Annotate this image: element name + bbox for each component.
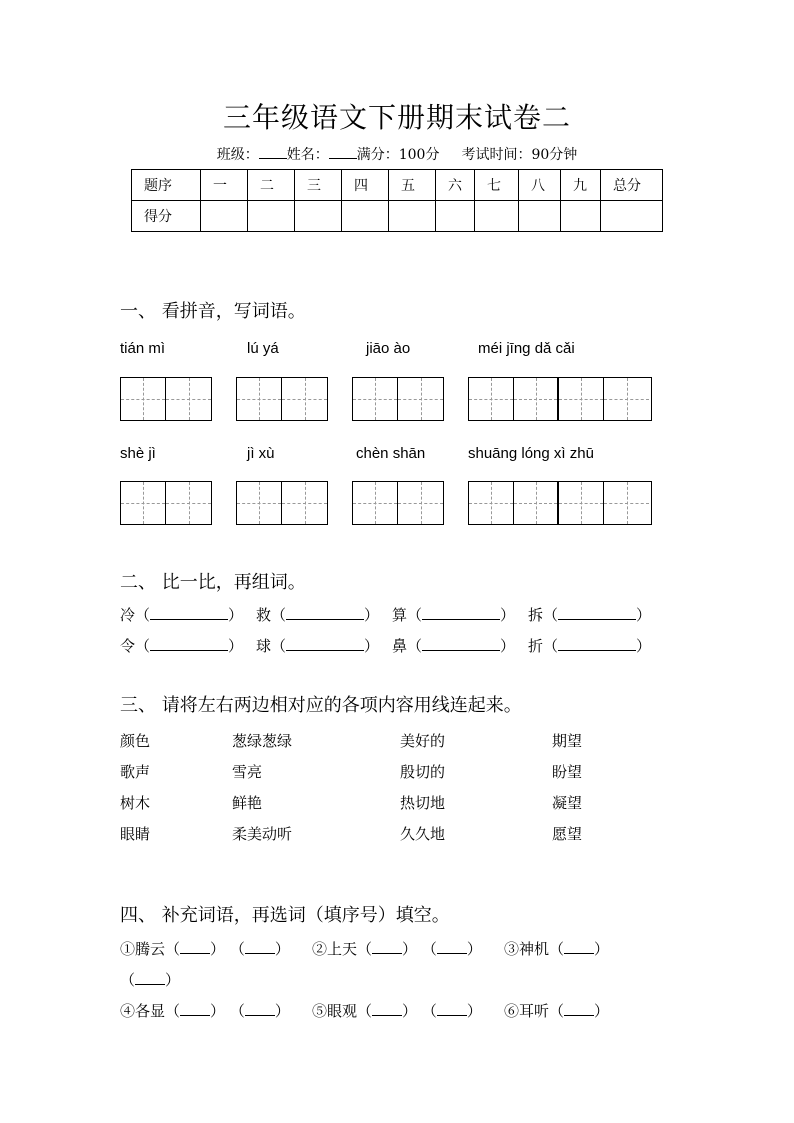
idiom-blank[interactable] [245,1001,275,1016]
score-table [131,169,663,232]
match-item[interactable]: 愿望 [552,825,583,843]
answer-blank[interactable] [150,636,228,651]
match-item[interactable]: 久久地 [400,825,446,843]
idiom-prefix: ⑤眼观 [312,1002,358,1020]
idiom-blank[interactable] [437,1001,467,1016]
match-item[interactable]: 葱绿葱绿 [232,732,293,750]
compare-item: 冷（ ） [120,606,244,624]
section-4-title: 四、 补充词语，再选词（填序号）填空。 [120,905,450,926]
compare-char: 救 [256,606,272,624]
score-table-score-row [132,201,663,232]
writing-grid[interactable] [120,377,212,421]
header-cell: 九 [561,170,601,201]
writing-grid[interactable] [468,481,652,525]
idiom-prefix: ③神机 [504,940,550,958]
match-item[interactable]: 热切地 [400,794,446,812]
writing-grid[interactable] [352,377,444,421]
idiom-blank[interactable] [245,939,275,954]
answer-blank[interactable] [422,605,500,620]
pinyin-label: tián mì [120,340,166,357]
idiom-item: ③神机（ ） [504,940,610,958]
idiom-blank[interactable] [180,1001,210,1016]
header-cell: 五 [389,170,436,201]
idiom-blank[interactable] [564,939,594,954]
match-item[interactable]: 颜色 [120,732,151,750]
idiom-item: ⑤眼观（ ） （ ） [312,1002,482,1020]
score-cell[interactable] [389,201,436,232]
pinyin-label: lú yá [247,340,279,357]
compare-char: 折 [528,637,544,655]
compare-item: 折（ ） [528,637,652,655]
name-label: 姓名： [286,147,329,163]
compare-char: 拆 [528,606,544,624]
compare-char: 球 [256,637,272,655]
compare-char: 冷 [120,606,136,624]
header-cell: 八 [519,170,561,201]
match-item[interactable]: 凝望 [552,794,583,812]
score-cell[interactable] [436,201,475,232]
header-cell: 六 [436,170,475,201]
exam-info [0,144,794,164]
compare-item: 拆（ ） [528,606,652,624]
score-cell[interactable] [201,201,248,232]
match-item[interactable]: 鲜艳 [232,794,263,812]
writing-grid[interactable] [468,377,652,421]
pinyin-label: shè jì [120,445,156,462]
page-title: 三年级语文下册期末试卷二 [222,101,571,134]
section-3-title: 三、 请将左右两边相对应的各项内容用线连起来。 [120,695,522,716]
match-item[interactable]: 歌声 [120,763,151,781]
header-cell: 题序 [132,170,201,201]
idiom-item: ④各显（ ） （ ） [120,1002,290,1020]
idiom-item: ①腾云（ ） （ ） [120,940,290,958]
idiom-blank[interactable] [180,939,210,954]
compare-item: 算（ ） [392,606,516,624]
answer-blank[interactable] [286,636,364,651]
match-item[interactable]: 殷切的 [400,763,446,781]
compare-char: 算 [392,606,408,624]
header-cell: 一 [201,170,248,201]
score-cell[interactable] [475,201,519,232]
idiom-blank[interactable] [372,939,402,954]
name-blank[interactable] [329,146,357,159]
writing-grid[interactable] [236,377,328,421]
answer-blank[interactable] [558,605,636,620]
compare-item: 鼻（ ） [392,637,516,655]
writing-grid[interactable] [236,481,328,525]
compare-item: 令（ ） [120,637,244,655]
idiom-blank[interactable] [564,1001,594,1016]
answer-blank[interactable] [286,605,364,620]
answer-blank[interactable] [150,605,228,620]
pinyin-label: jiāo ào [366,340,411,357]
match-item[interactable]: 树木 [120,794,151,812]
score-cell[interactable] [248,201,295,232]
match-item[interactable]: 美好的 [400,732,446,750]
idiom-item: ⑥耳听（ ） [504,1002,610,1020]
compare-char: 鼻 [392,637,408,655]
pinyin-label: chèn shān [356,445,426,462]
section-1-title: 一、 看拼音，写词语。 [120,301,306,322]
score-cell[interactable] [342,201,389,232]
class-blank[interactable] [259,146,287,159]
pinyin-label: shuāng lóng xì zhū [468,445,594,462]
idiom-blank[interactable] [372,1001,402,1016]
match-item[interactable]: 雪亮 [232,763,263,781]
writing-grid[interactable] [352,481,444,525]
match-item[interactable]: 柔美动听 [232,825,293,843]
header-cell: 四 [342,170,389,201]
score-cell[interactable] [519,201,561,232]
idiom-item: ②上天（ ） （ ） [312,940,482,958]
pinyin-label: jì xù [247,445,275,462]
compare-item: 球（ ） [256,637,380,655]
compare-item: 救（ ） [256,606,380,624]
header-cell: 七 [475,170,519,201]
idiom-prefix: ①腾云 [120,940,166,958]
idiom-blank[interactable] [135,970,165,985]
header-cell: 总分 [601,170,663,201]
full-score: 满分：100分 [356,147,440,163]
writing-grid[interactable] [120,481,212,525]
section-2-title: 二、 比一比，再组词。 [120,572,306,593]
score-cell[interactable] [561,201,601,232]
answer-blank[interactable] [422,636,500,651]
idiom-blank[interactable] [437,939,467,954]
score-cell[interactable] [601,201,663,232]
pinyin-label: méi jīng dǎ cǎi [478,340,575,357]
answer-blank[interactable] [558,636,636,651]
header-cell: 三 [295,170,342,201]
idiom-prefix: ⑥耳听 [504,1002,550,1020]
idiom-item-continued: （ ） [120,971,181,989]
exam-time: 考试时间：90分钟 [461,147,578,163]
idiom-prefix: ④各显 [120,1002,166,1020]
compare-char: 令 [120,637,136,655]
match-item[interactable]: 眼睛 [120,825,151,843]
score-cell[interactable] [295,201,342,232]
row-label: 得分 [132,201,201,232]
score-table-header-row [132,170,663,201]
class-label: 班级： [216,147,259,163]
idiom-prefix: ②上天 [312,940,358,958]
match-item[interactable]: 盼望 [552,763,583,781]
header-cell: 二 [248,170,295,201]
match-item[interactable]: 期望 [552,732,583,750]
